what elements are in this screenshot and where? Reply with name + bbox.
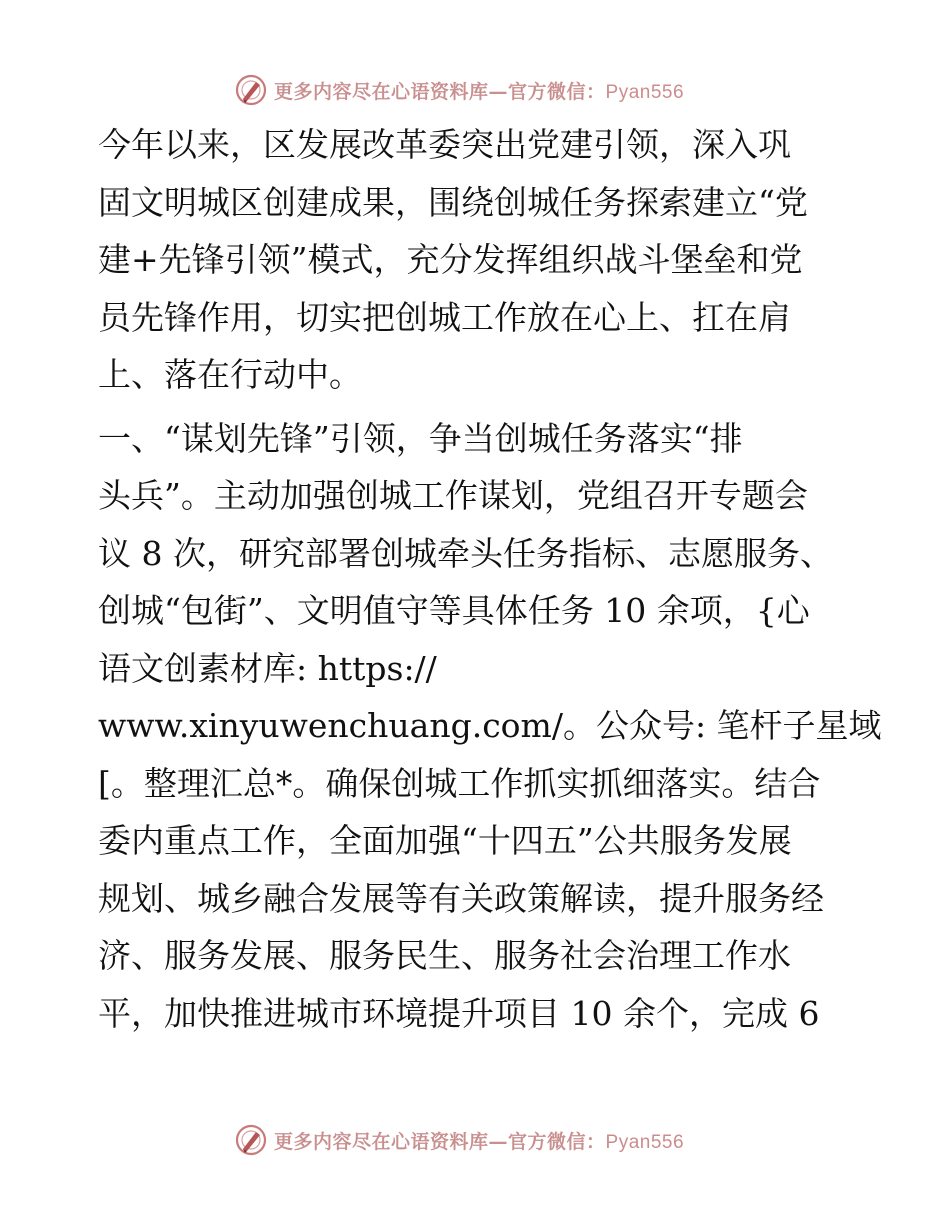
text-line: 上、落在行动中。 — [98, 355, 362, 394]
text-line: 建+先锋引领”模式，充分发挥组织战斗堡垒和党 — [98, 240, 803, 279]
watermark-handle: Pyan556 — [605, 81, 685, 103]
text-line: 规划、城乡融合发展等有关政策解读，提升服务经 — [98, 878, 824, 918]
watermark-text: 更多内容尽在心语资料库—官方微信：Pyan556 — [274, 1130, 685, 1153]
article-body — [98, 116, 882, 1042]
paragraph — [98, 410, 882, 1043]
watermark-text: 更多内容尽在心语资料库—官方微信：Pyan556 — [274, 80, 685, 103]
text-line: 议 8 次，研究部署创城牵头任务指标、志愿服务、 — [98, 533, 833, 573]
text-line: [。整理汇总*。确保创城工作抓实抓细落实。结合 — [98, 763, 821, 803]
text-line: 委内重点工作，全面加强“十四五”公共服务发展 — [98, 821, 792, 860]
text-line: 固文明城区创建成果，围绕创城任务探索建立“党 — [98, 182, 808, 222]
text-line: 济、服务发展、服务民生、服务社会治理工作水 — [98, 936, 791, 975]
text-line: 创城“包街”、文明值守等具体任务 10 余项，{心 — [98, 591, 810, 630]
pen-logo-icon — [234, 1123, 268, 1157]
paragraph — [98, 116, 858, 404]
footer-watermark — [234, 1120, 684, 1160]
text-line: 头兵”。主动加强创城工作谋划，党组召开专题会 — [98, 476, 808, 515]
watermark-handle: Pyan556 — [605, 1131, 685, 1153]
text-line: www.xinyuwenchuang.com/。公众号: 笔杆子星域 — [98, 706, 882, 745]
text-line: 语文创素材库: https:// — [98, 648, 437, 688]
header-watermark — [234, 70, 684, 110]
text-line: 平，加快推进城市环境提升项目 10 余个，完成 6 — [98, 993, 820, 1033]
text-line: 今年以来，区发展改革委突出党建引领，深入巩 — [98, 125, 791, 164]
text-line: 员先锋作用，切实把创城工作放在心上、扛在肩 — [98, 297, 791, 337]
pen-logo-icon — [234, 73, 268, 107]
text-line: 一、“谋划先锋”引领，争当创城任务落实“排 — [98, 418, 743, 458]
